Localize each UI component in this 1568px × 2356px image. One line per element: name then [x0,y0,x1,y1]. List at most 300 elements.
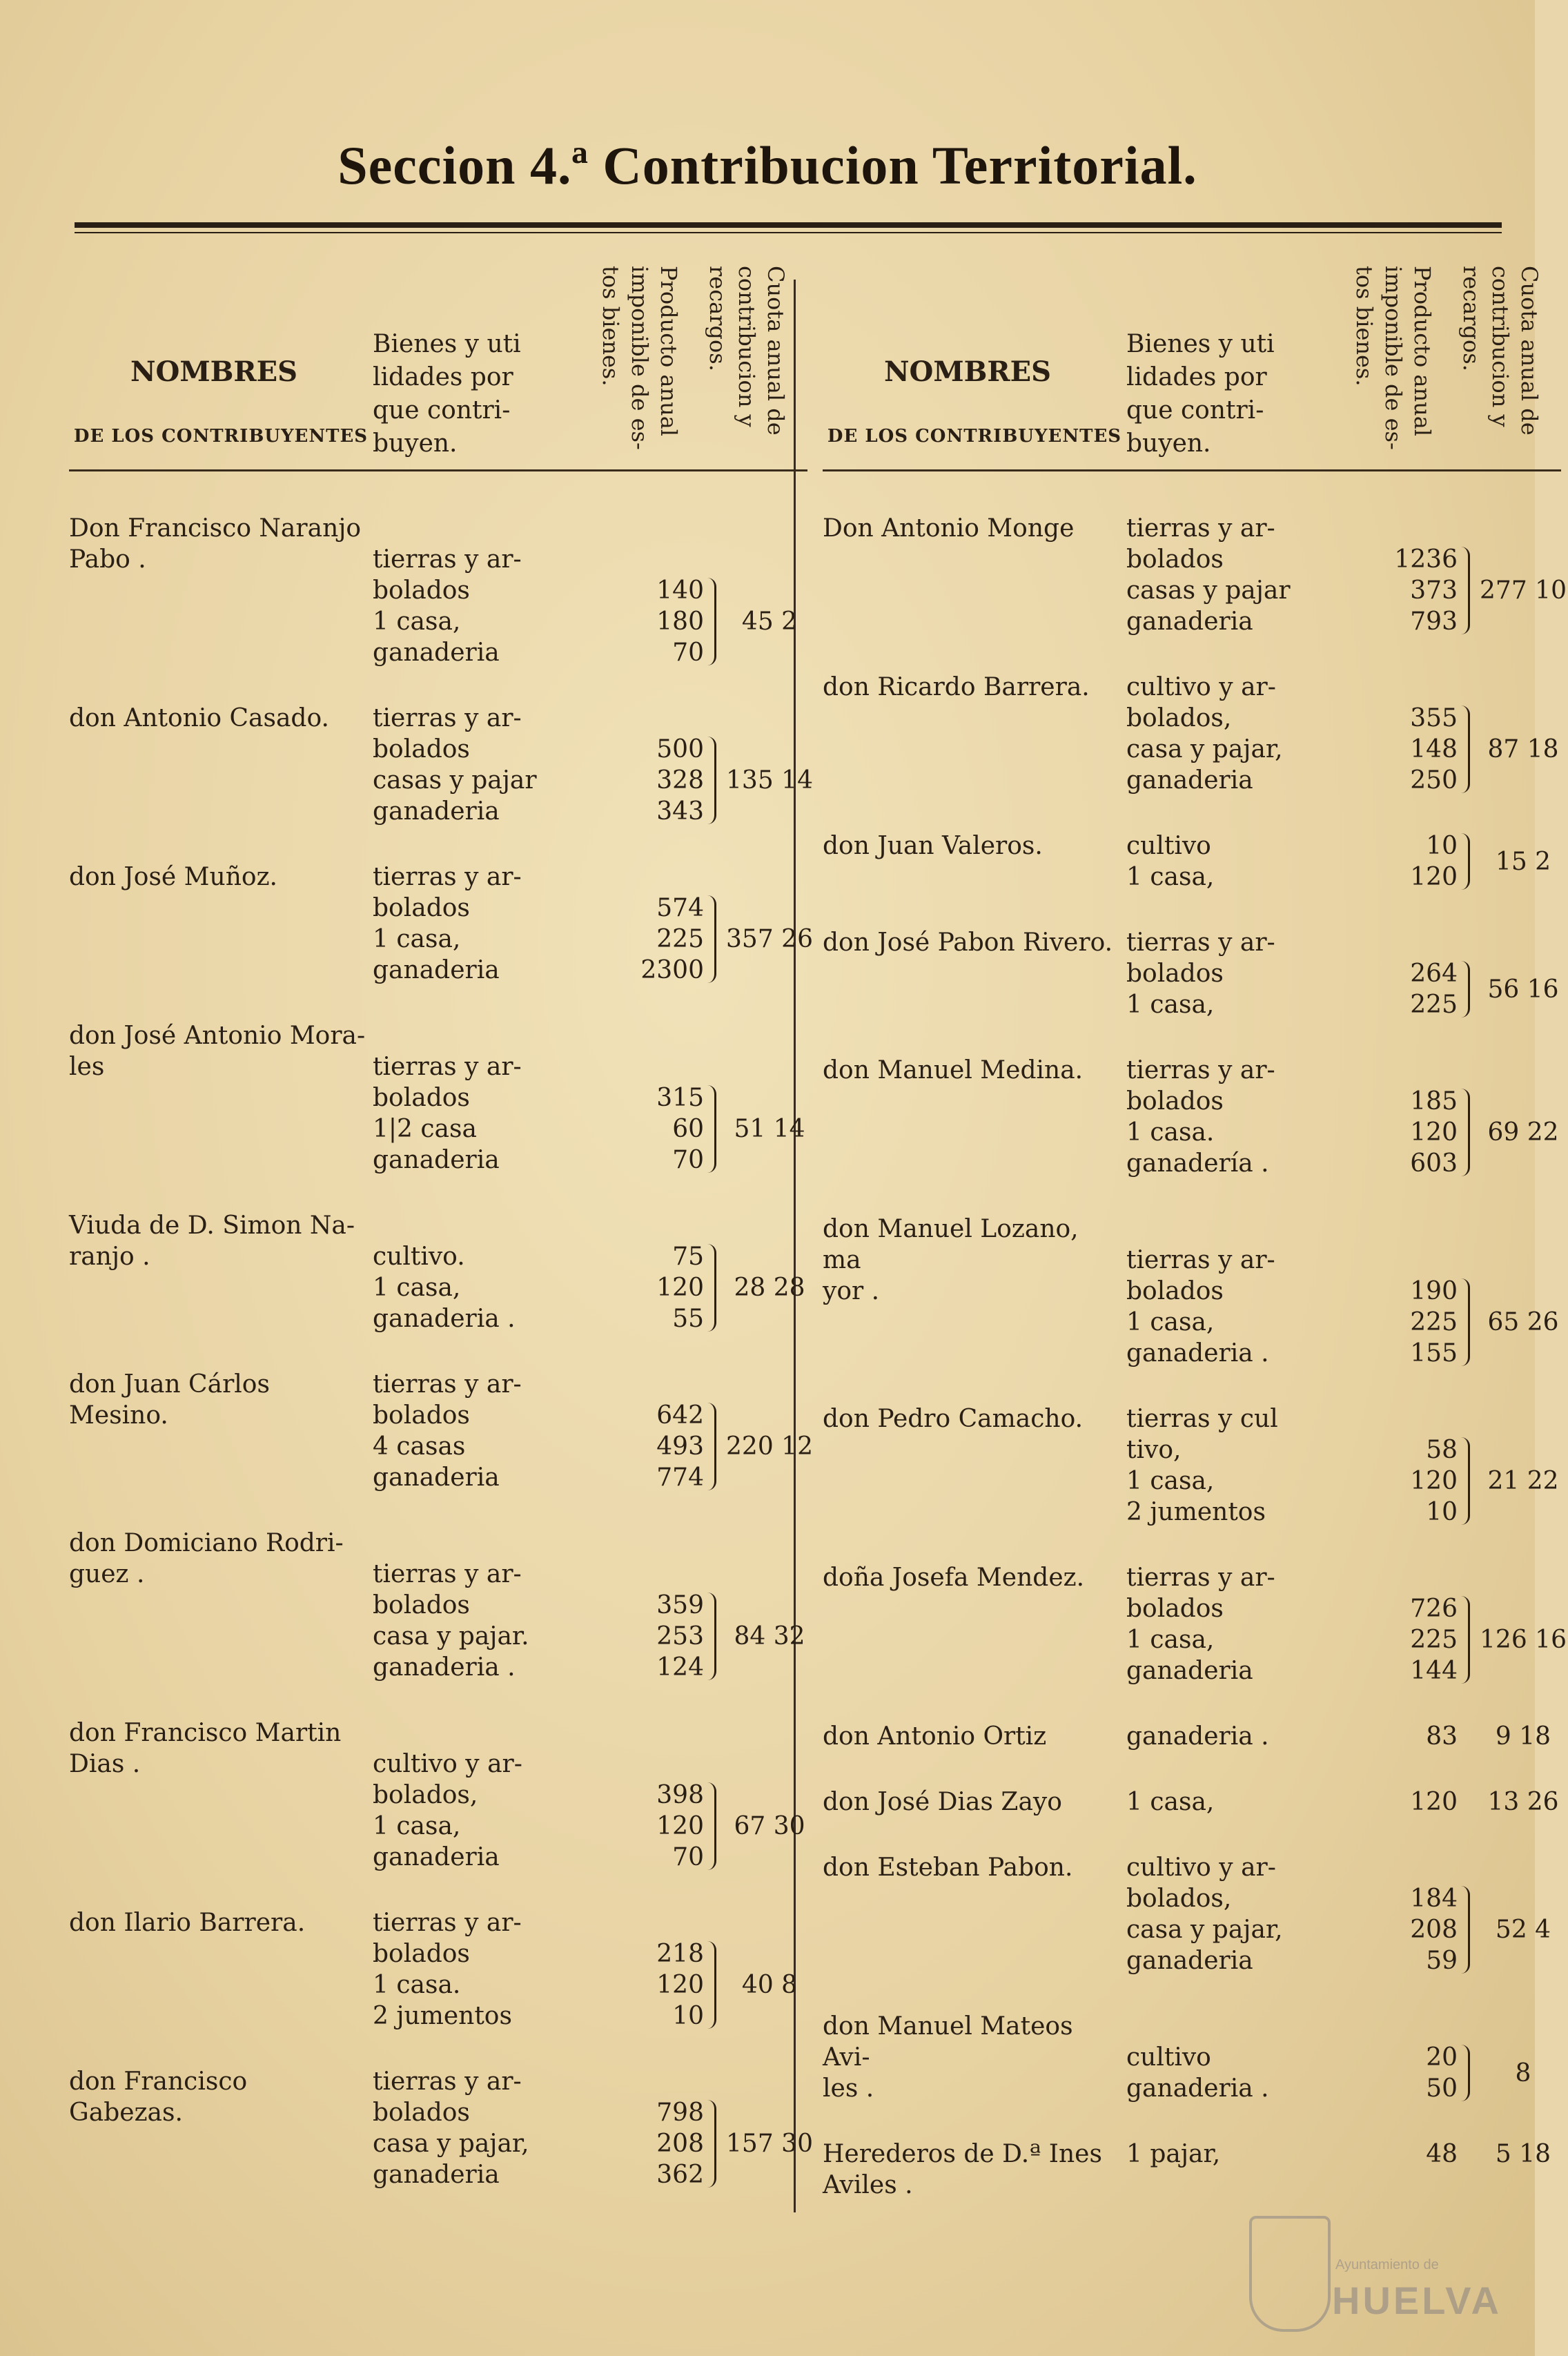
goods-item: ganaderia [1126,1947,1253,1975]
goods-list [373,703,607,827]
product-value: 373 [1410,576,1458,605]
header-goods-line: lidades por [373,363,513,391]
goods-item: casa y pajar. [373,1622,529,1651]
goods-item: tierras y ar- [373,863,522,891]
product-value: 58 [1426,1436,1458,1464]
goods-item: tierras y ar- [373,1370,522,1399]
goods-item: 1 casa, [1126,1788,1215,1816]
cuota-value: 28 28 [734,1274,805,1302]
product-value: 59 [1426,1947,1458,1975]
taxpayer-entry [823,927,1561,1020]
cuota-value: 277 10 [1480,576,1567,605]
cuota-value: 67 30 [734,1812,805,1840]
table-header [823,262,1561,471]
header-producto-line: Producto anual [656,266,682,437]
goods-item: tierras y ar- [373,2067,522,2096]
product-value: 225 [1410,991,1458,1019]
cuota-value: 5 18 [1495,2140,1551,2168]
taxpayer-name-line: don José Dias Zayo [823,1788,1062,1816]
goods-item: ganaderia [373,1146,500,1174]
goods-item: ganaderia [1126,607,1253,636]
product-values [1361,1434,1458,1528]
taxpayer-name-line: Don Francisco Naranjo [69,514,362,543]
left-column [69,262,813,2190]
product-value: 774 [656,1463,704,1492]
product-value: 120 [1410,1467,1458,1495]
goods-item: bolados, [1126,704,1232,732]
taxpayer-name [823,1787,1119,1818]
cuota-value: 9 18 [1495,1722,1551,1751]
goods-item: bolados, [373,1781,478,1809]
goods-item: ganaderia [373,2161,500,2189]
taxpayer-name [823,672,1119,703]
brace-icon [707,737,716,824]
taxpayer-entry [823,2011,1561,2104]
goods-list [1126,1562,1361,1686]
product-value: 793 [1410,607,1458,636]
taxpayer-name [823,513,1119,544]
goods-item: 1 casa, [1126,991,1215,1019]
product-values [1361,703,1458,796]
brace-icon [707,1941,716,2029]
goods-item: casa y pajar, [1126,1916,1283,1944]
goods-list [1126,1721,1361,1752]
taxpayer-name-line: don José Pabon Rivero. [823,928,1113,957]
taxpayer-name-line: doña Josefa Mendez. [823,1564,1085,1592]
goods-list [373,1717,607,1873]
taxpayer-name-line: don Antonio Ortiz [823,1722,1047,1751]
goods-item: 1 pajar, [1126,2140,1221,2168]
taxpayer-name [823,1403,1119,1434]
goods-item: ganadería . [1126,1149,1269,1178]
goods-item: bolados [373,1084,470,1112]
taxpayer-name-line: Pabo . [69,545,146,574]
goods-item: 4 casas [373,1432,466,1461]
product-value: 2300 [640,956,704,984]
brace-icon [1461,833,1470,890]
header-goods-line: buyen. [373,429,458,458]
top-rule [75,222,1502,228]
product-value: 208 [656,2130,704,2158]
taxpayer-name-line: don Juan Cárlos Mesino. [69,1370,270,1430]
goods-list [373,1020,607,1176]
goods-item: 1 casa. [373,1971,461,1999]
product-value: 180 [656,607,704,636]
goods-item: cultivo y ar- [1126,1853,1276,1882]
product-value: 70 [672,1843,704,1871]
goods-item: bolados [373,1591,470,1619]
brace-icon [1461,1596,1470,1684]
taxpayer-entry [69,861,813,986]
header-producto-line: tos bienes. [1351,266,1378,387]
product-value: 50 [1426,2074,1458,2103]
taxpayer-name [823,2011,1119,2104]
taxpayer-entry [823,1214,1561,1369]
taxpayer-name [823,2139,1119,2201]
brace-icon [1461,2045,1470,2101]
product-value: 10 [1426,1498,1458,1526]
right-entries [823,513,1567,2201]
product-value: 493 [656,1432,704,1461]
product-value: 398 [656,1781,704,1809]
cuota-value: 65 26 [1487,1308,1559,1336]
header-goods [1126,328,1347,460]
header-producto-line: tos bienes. [598,266,624,387]
goods-item: 2 jumentos [1126,1498,1266,1526]
stamp-line2: HUELVA [1332,2279,1502,2322]
product-values [1361,1721,1458,1752]
product-value: 75 [672,1243,704,1271]
product-values [607,1780,704,1873]
product-values [607,1241,704,1334]
taxpayer-name-line: Herederos de D.ª Ines [823,2140,1102,2168]
goods-item: bolados [1126,1595,1224,1623]
taxpayer-name-line: don Antonio Casado. [69,704,329,732]
taxpayer-name-line: don Ilario Barrera. [69,1909,306,1937]
taxpayer-entry [69,703,813,827]
brace-icon [707,578,716,665]
taxpayer-entry [823,1721,1561,1752]
product-value: 218 [656,1940,704,1968]
goods-item: 1 casa, [373,1274,461,1302]
product-value: 253 [656,1622,704,1651]
product-value: 726 [1410,1595,1458,1623]
goods-list [1126,513,1361,637]
taxpayer-name [823,1055,1119,1086]
goods-list [373,1369,607,1493]
goods-item: cultivo. [373,1243,465,1271]
cuota-value: 220 12 [726,1432,813,1461]
product-value: 83 [1426,1722,1458,1751]
taxpayer-entry [823,830,1561,893]
header-names-sub: DE LOS CONTRIBUYENTES [73,426,369,447]
goods-item: tierras y ar- [373,704,522,732]
goods-item: ganaderia [373,639,500,667]
taxpayer-entry [823,672,1561,796]
product-value: 328 [656,766,704,795]
goods-item: casas y pajar [373,766,537,795]
product-value: 120 [656,1812,704,1840]
product-value: 225 [1410,1626,1458,1654]
goods-item: ganaderia [373,1843,500,1871]
taxpayer-entry [69,1020,807,1176]
taxpayer-entry [69,1907,807,2032]
taxpayer-entry [823,2139,1561,2201]
brace-icon [1461,1278,1470,1366]
goods-item: 1 casa, [1126,1467,1215,1495]
brace-icon [707,1593,716,1680]
goods-item: casas y pajar [1126,576,1291,605]
goods-list [1126,1403,1361,1528]
product-value: 208 [1410,1916,1458,1944]
goods-item: bolados [373,576,470,605]
product-value: 155 [1410,1339,1458,1367]
taxpayer-entry [823,1055,1561,1179]
top-rule-thin [75,232,1502,233]
product-value: 264 [1410,960,1458,988]
taxpayer-name-line: Dias . [69,1750,141,1778]
goods-item: ganaderia [373,956,500,984]
goods-item: ganaderia . [373,1305,516,1333]
taxpayer-name-line: don José Antonio Mora- [69,1022,366,1050]
page-title: Seccion 4.ª Contribucion Territorial. [337,135,1197,195]
goods-item: 1 casa, [373,925,461,953]
header-cuota-line: recargos. [1458,266,1484,371]
header-goods-line: buyen. [1126,429,1211,458]
taxpayer-entry [823,513,1567,637]
taxpayer-entry [69,1369,813,1493]
header-producto-line: imponible de es- [1380,266,1407,450]
taxpayer-name-line: ranjo . [69,1243,150,1271]
goods-item: ganaderia [373,797,500,826]
left-entries [69,513,813,2190]
brace-icon [707,2100,716,2188]
goods-item: ganaderia [373,1463,500,1492]
product-value: 359 [656,1591,704,1619]
taxpayer-name-line: don Juan Valeros. [823,832,1043,860]
header-cuota [1447,266,1544,463]
header-cuota-line: Cuota anual de [1516,266,1542,436]
goods-item: bolados [373,2099,470,2127]
product-values [607,1590,704,1683]
goods-item: ganaderia . [1126,1722,1269,1751]
goods-item: tivo, [1126,1436,1182,1464]
header-goods-line: que contri- [373,396,511,425]
header-cuota-line: Cuota anual de [763,266,789,436]
taxpayer-entry [69,2066,813,2190]
coat-of-arms-icon [1249,2216,1331,2332]
goods-item: tierras y ar- [1126,1056,1275,1084]
product-value: 55 [672,1305,704,1333]
goods-item: bolados [1126,1277,1224,1305]
goods-list [373,513,607,668]
header-cuota-line: recargos. [705,266,731,371]
cuota-value: 87 18 [1487,735,1559,763]
product-value: 124 [656,1653,704,1682]
product-value: 225 [1410,1308,1458,1336]
header-goods-line: Bienes y uti [373,330,521,358]
goods-list [373,1907,607,2032]
taxpayer-name-line: don Manuel Lozano, ma [823,1215,1079,1274]
product-value: 1236 [1394,545,1458,574]
taxpayer-name [69,513,366,575]
product-value: 184 [1410,1885,1458,1913]
goods-item: tierras y ar- [373,1560,522,1588]
cuota-value: 84 32 [734,1622,805,1651]
product-values [1361,1276,1458,1369]
goods-item: bolados [373,1940,470,1968]
cuota-value: 51 14 [734,1115,805,1143]
taxpayer-name-line: don Francisco Gabezas. [69,2067,248,2127]
product-value: 343 [656,797,704,826]
goods-item: ganaderia [1126,766,1253,795]
goods-item: 2 jumentos [373,2002,512,2030]
header-producto [1351,266,1437,463]
product-value: 120 [656,1971,704,1999]
cuota-value: 157 30 [726,2130,813,2158]
product-values [607,2097,704,2190]
product-values [607,1400,704,1493]
taxpayer-name-line: don José Muñoz. [69,863,277,891]
goods-list [1126,2011,1361,2104]
goods-item: tierras y ar- [1126,928,1275,957]
goods-item: bolados [373,1401,470,1430]
taxpayer-name-line: les [69,1053,105,1081]
taxpayer-name-line: les . [823,2074,874,2103]
header-goods-line: Bienes y uti [1126,330,1275,358]
goods-item: 1 casa, [1126,1308,1215,1336]
taxpayer-name [823,1852,1119,1883]
header-cuota [694,266,790,463]
product-values [607,893,704,986]
cuota-value: 69 22 [1487,1118,1559,1147]
goods-item: 1 casa, [373,1812,461,1840]
goods-list [373,861,607,986]
goods-list [373,2066,607,2190]
product-value: 70 [672,639,704,667]
goods-item: 1 casa, [1126,863,1215,891]
taxpayer-entry [823,1403,1561,1528]
taxpayer-name [823,1214,1119,1307]
product-values [1361,958,1458,1020]
goods-item: cultivo [1126,832,1211,860]
brace-icon [1461,547,1470,634]
goods-item: tierras y cul [1126,1405,1278,1433]
header-cuota-line: contribucion y [1487,266,1513,427]
brace-icon [707,1403,716,1490]
taxpayer-entry [69,1528,807,1683]
taxpayer-name [69,1907,366,1938]
taxpayer-entry [69,1717,807,1873]
goods-item: tierras y ar- [373,545,522,574]
goods-item: ganaderia . [1126,1339,1269,1367]
goods-list [1126,1055,1361,1179]
cuota-value: 45 2 [741,607,798,636]
goods-item: bolados [373,894,470,922]
brace-icon [707,1085,716,1173]
table-header [69,262,807,471]
taxpayer-name-line: don Manuel Mateos Avi- [823,2012,1073,2072]
header-producto-line: Producto anual [1409,266,1435,437]
goods-item: ganaderia [1126,1657,1253,1685]
taxpayer-name [823,1721,1119,1752]
product-value: 603 [1410,1149,1458,1178]
product-value: 70 [672,1146,704,1174]
product-value: 355 [1410,704,1458,732]
taxpayer-name-line: don Ricardo Barrera. [823,673,1090,701]
right-column [823,262,1567,2201]
product-value: 798 [656,2099,704,2127]
product-value: 144 [1410,1657,1458,1685]
cuota-value: 8 [1515,2058,1531,2087]
cuota-value: 13 26 [1487,1788,1559,1816]
header-names: NOMBRES [883,356,1052,388]
goods-item: ganaderia . [1126,2074,1269,2103]
goods-item: cultivo y ar- [373,1750,522,1778]
goods-item: tierras y ar- [1126,514,1275,543]
stamp-line1: Ayuntamiento de [1335,2257,1439,2272]
taxpayer-entry [823,1787,1561,1818]
header-goods [373,328,594,460]
brace-icon [707,1244,716,1332]
goods-item: bolados [1126,960,1224,988]
taxpayer-name [69,1717,366,1780]
goods-item: tierras y ar- [1126,1564,1275,1592]
cuota-value: 357 26 [726,925,813,953]
product-value: 148 [1410,735,1458,763]
header-names: NOMBRES [130,356,298,388]
goods-item: tierras y ar- [1126,1246,1275,1274]
cuota-value: 52 4 [1495,1916,1551,1944]
product-values [1361,544,1458,637]
product-value: 120 [656,1274,704,1302]
goods-item: bolados [1126,1087,1224,1116]
goods-item: bolados, [1126,1885,1232,1913]
taxpayer-name-line: Viuda de D. Simon Na- [69,1211,355,1240]
brace-icon [1461,1886,1470,1974]
header-cuota-line: contribucion y [734,266,760,427]
taxpayer-name [823,830,1119,861]
cuota-value: 126 16 [1480,1626,1567,1654]
product-value: 190 [1410,1277,1458,1305]
product-value: 500 [656,735,704,763]
goods-list [1126,1852,1361,1976]
product-value: 250 [1410,766,1458,795]
taxpayer-name-line: yor . [823,1277,880,1305]
product-values [1361,1787,1458,1818]
goods-item: 1 casa. [1126,1118,1215,1147]
product-value: 60 [672,1115,704,1143]
goods-item: casa y pajar, [1126,735,1283,763]
goods-item: casa y pajar, [373,2130,529,2158]
goods-item: 1 casa, [1126,1626,1215,1654]
goods-item: cultivo [1126,2043,1211,2072]
goods-list [373,1210,607,1334]
taxpayer-name-line: Don Antonio Monge [823,514,1075,543]
product-value: 120 [1410,1788,1458,1816]
brace-icon [707,895,716,983]
goods-item: tierras y ar- [373,1909,522,1937]
taxpayer-name-line: don Manuel Medina. [823,1056,1084,1084]
goods-item: bolados [373,735,470,763]
product-value: 642 [656,1401,704,1430]
product-value: 225 [656,925,704,953]
goods-list [1126,1787,1361,1818]
taxpayer-name [69,1369,366,1431]
product-values [607,575,704,668]
product-values [607,1082,704,1176]
cuota-value: 40 8 [741,1971,798,1999]
goods-list [1126,672,1361,796]
goods-list [1126,927,1361,1020]
archive-stamp [1249,2216,1502,2340]
taxpayer-entry [69,513,807,668]
brace-icon [1461,961,1470,1018]
taxpayer-name-line: don Francisco Martin [69,1719,342,1747]
header-producto-line: imponible de es- [627,266,653,450]
product-values [607,1938,704,2032]
product-values [1361,2042,1458,2104]
cuota-value: 56 16 [1487,975,1559,1004]
brace-icon [1461,705,1470,793]
taxpayer-entry [823,1852,1561,1976]
product-values [1361,1086,1458,1179]
taxpayer-name [69,861,366,893]
taxpayer-entry [823,1562,1567,1686]
product-value: 315 [656,1084,704,1112]
product-values [1361,2139,1458,2170]
taxpayer-name-line: Aviles . [823,2171,913,2199]
